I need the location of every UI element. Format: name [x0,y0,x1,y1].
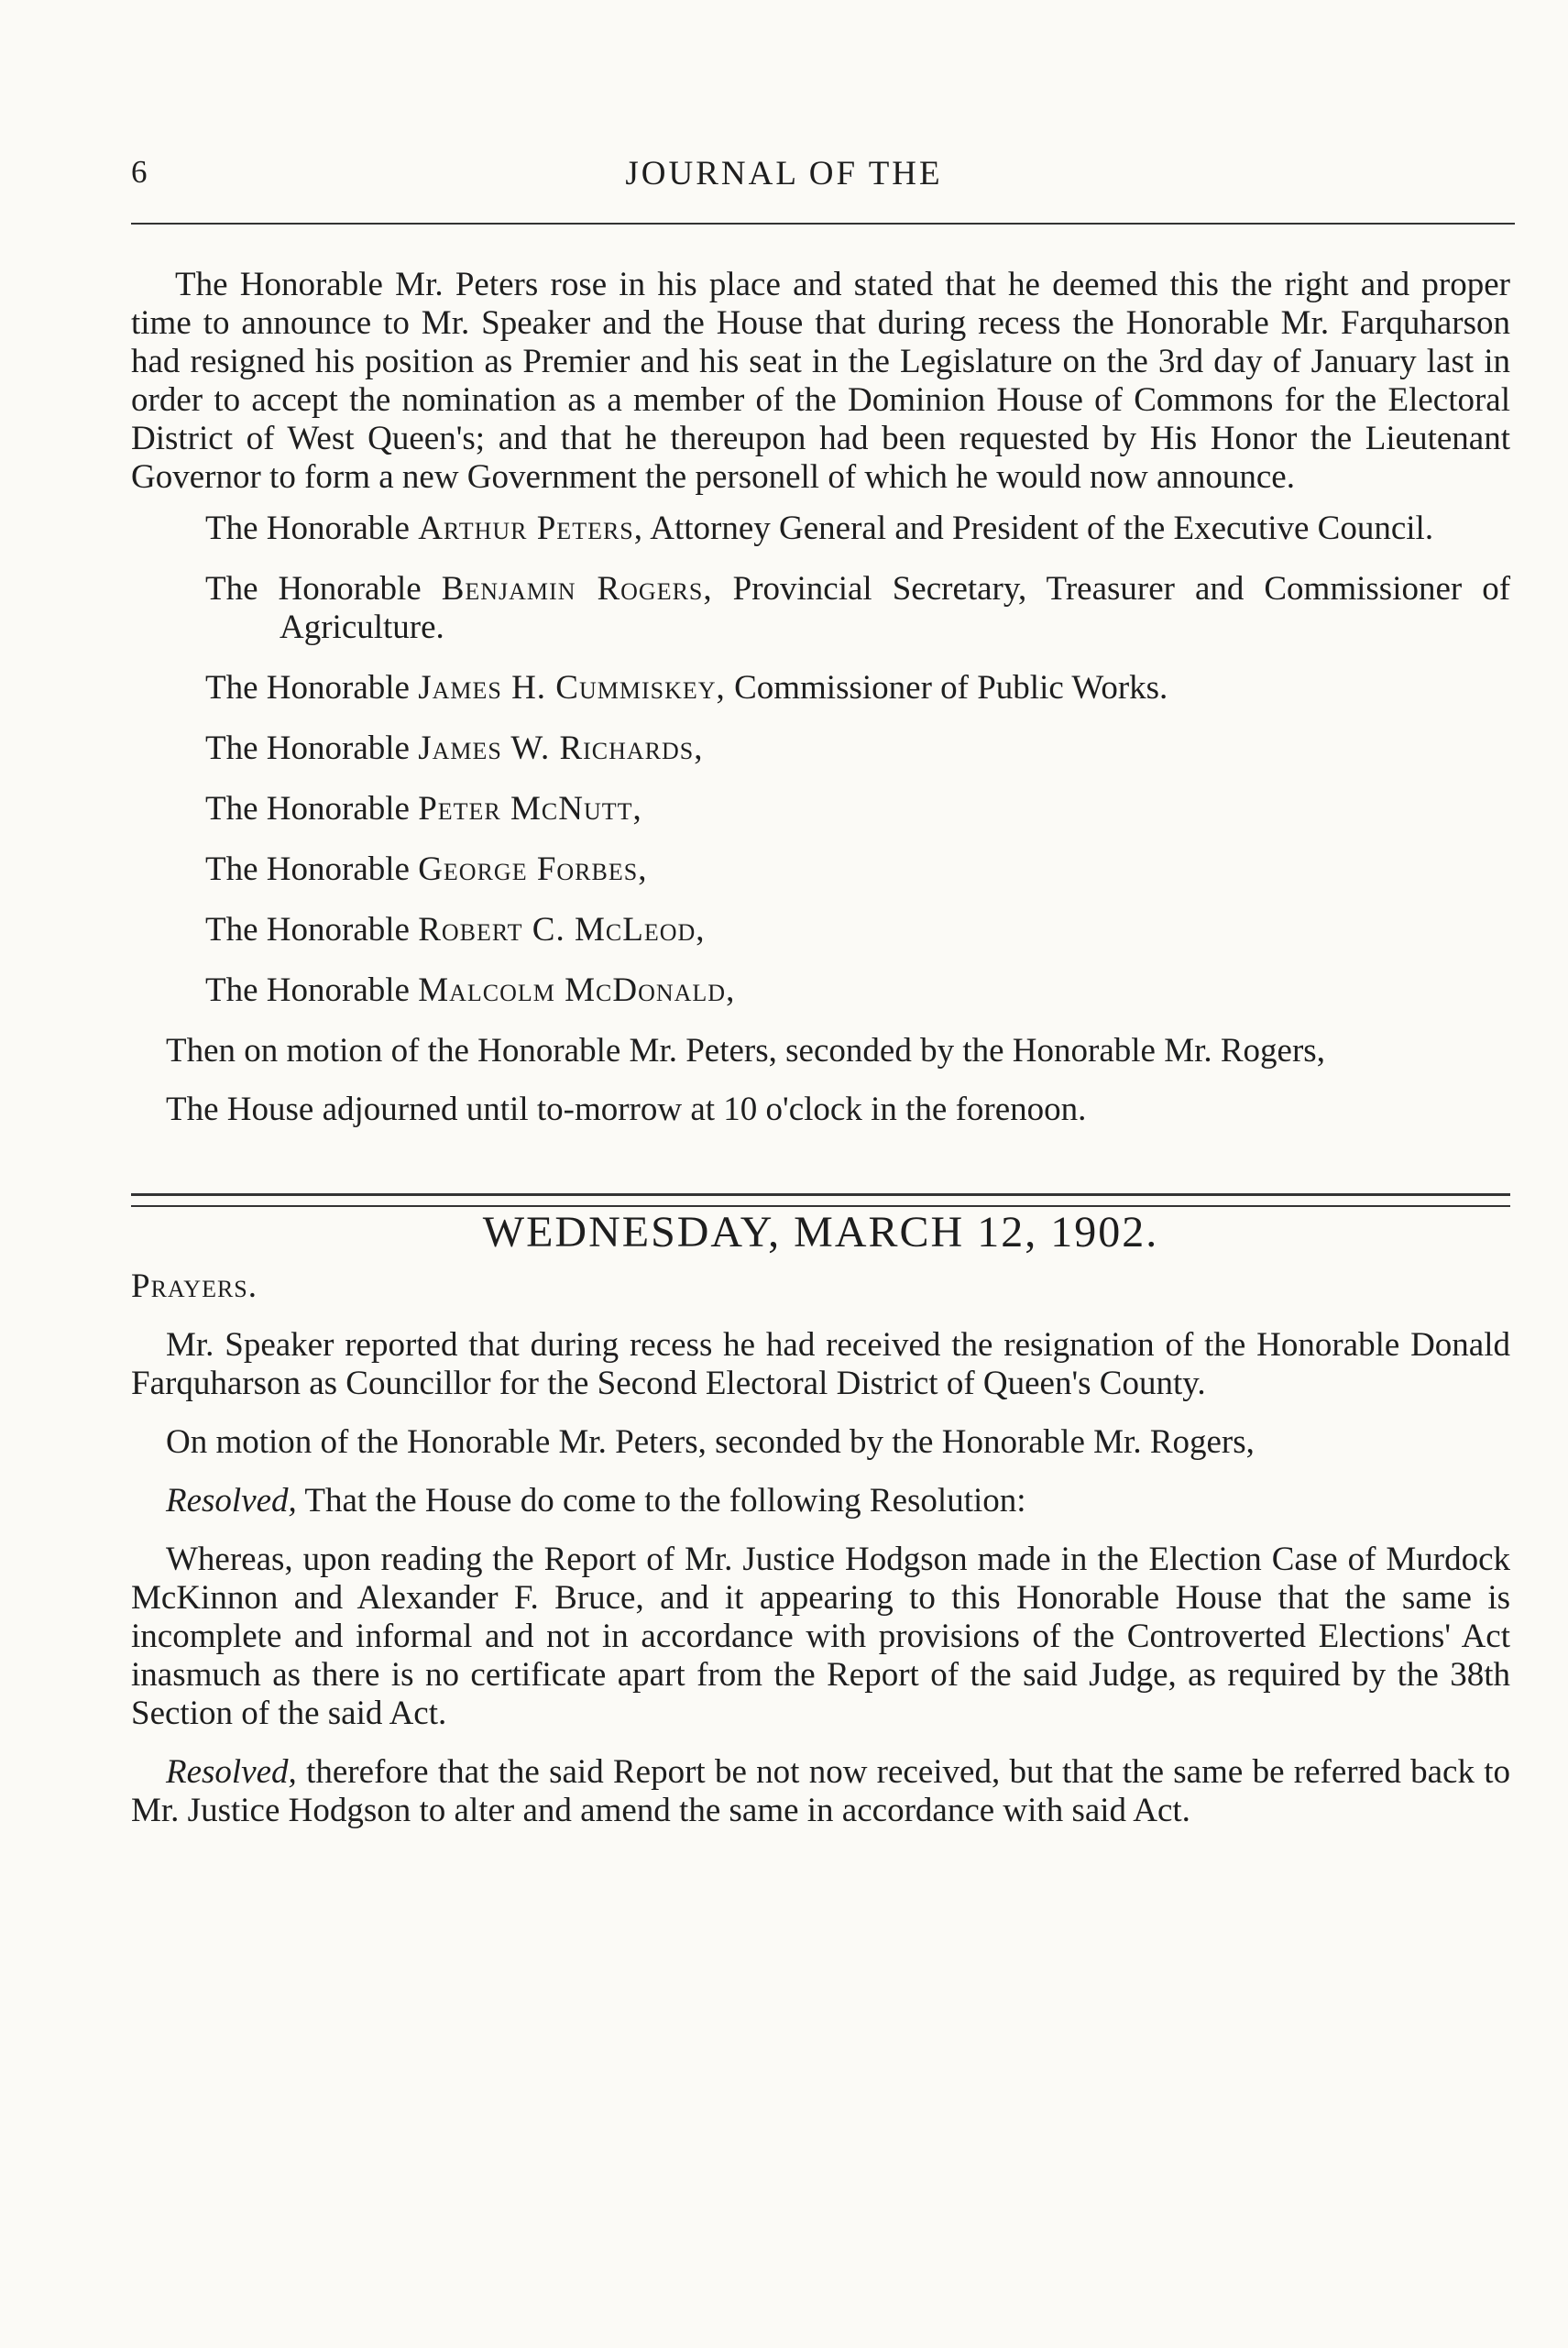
member-prefix: The Honorable [205,790,410,828]
section-divider [131,1193,1510,1207]
header-rule [131,223,1515,225]
member-entry [205,669,1510,708]
member-entry [205,911,1510,949]
member-prefix: The Honorable [205,911,410,949]
page-body [131,266,1510,1830]
page-number: 6 [131,154,148,190]
member-prefix: The Honorable [205,510,410,547]
member-name: George Forbes, [418,850,648,888]
member-office: Provincial Secretary, Treasurer and Commissioner of Agriculture. [280,570,1511,646]
member-prefix: The Honorable [205,850,410,888]
member-entry [205,730,1510,768]
member-prefix: The Honorable [205,730,410,767]
motion-paragraph: Then on motion of the Honorable Mr. Peters, seconded by the Honorable Mr. Rogers, [166,1032,1325,1070]
speaker-report-paragraph: Mr. Speaker reported that during recess he had received the resignation of the Honorable Donald Farquharson as Councillor for the Second Electoral District of Queen's County. [131,1326,1510,1402]
member-office: Attorney General and President of the Executive Council. [650,510,1434,547]
member-name: James W. Richards, [418,730,704,767]
date-heading: WEDNESDAY, MARCH 12, 1902. [482,1208,1159,1256]
running-title: JOURNAL OF THE [625,155,943,192]
member-prefix: The Honorable [205,669,410,707]
member-entry [205,850,1510,889]
prayers-label: Prayers. [131,1267,258,1305]
member-name: Malcolm McDonald, [418,971,736,1009]
member-name: Benjamin Rogers, [441,570,713,608]
resolved-paragraph [131,1482,1510,1520]
adjournment-paragraph: The House adjourned until to-morrow at 10 o'clock in the forenoon. [166,1091,1087,1128]
member-name: Peter McNutt, [418,790,642,828]
member-prefix: The Honorable [205,570,422,608]
member-entry [205,790,1510,828]
whereas-paragraph: Whereas, upon reading the Report of Mr. Justice Hodgson made in the Election Case of Murdock McKinnon and Alexander F. Bruce, and it appearing to this Honorable House that the same is incomplete and informal and not in accordance with provisions of the Controverted Elections' Act inasmuch as there is no certificate apart from the Report of the said Judge, as required by the 38th Section of the said Act. [131,1541,1510,1732]
member-name: Arthur Peters, [418,510,644,547]
resolved-text: That the House do come to the following Resolution: [304,1482,1026,1520]
member-list [131,510,1510,1010]
resolved-therefore-paragraph [131,1753,1510,1830]
member-entry [205,570,1510,647]
member-office: Commissioner of Public Works. [734,669,1168,707]
member-prefix: The Honorable [205,971,410,1009]
member-entry [205,510,1510,548]
member-name: James H. Cummiskey, [418,669,726,707]
intro-paragraph: The Honorable Mr. Peters rose in his place and stated that he deemed this the right and proper time to announce to Mr. Speaker and the House that during recess the Honorable Mr. Farquharson had resigned his position as Premier and his seat in the Legislature on the 3rd day of January last in order to accept the nomination as a member of the Dominion House of Commons for the Electoral District of West Queen's; and that he thereupon had been requested by His Honor the Lieutenant Governor to form a new Government the personell of which he would now announce. [131,266,1510,496]
resolved-word: Resolved, [166,1482,297,1520]
motion-paragraph-2: On motion of the Honorable Mr. Peters, seconded by the Honorable Mr. Rogers, [166,1423,1255,1461]
resolved-word-2: Resolved, [166,1753,297,1791]
member-entry [205,971,1510,1010]
member-name: Robert C. McLeod, [418,911,706,949]
resolved-therefore-text: therefore that the said Report be not now received, but that the same be referred back to Mr. Justice Hodgson to alter and amend the same in accordance with said Act. [131,1753,1510,1829]
